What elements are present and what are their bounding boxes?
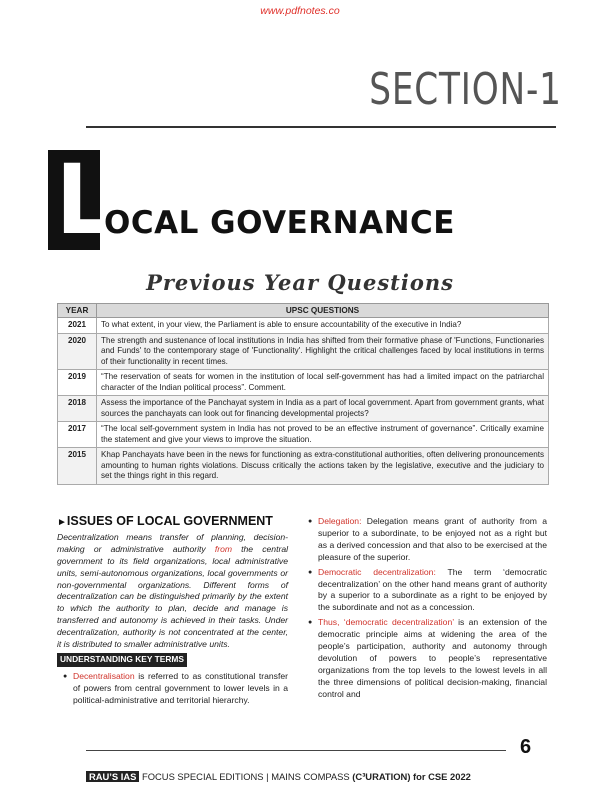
year-cell: 2018 xyxy=(58,396,97,422)
question-cell: “The local self-government system in India has not proved to be an effective instrument of governance”. Critically examine the statement and give your views to improve the situation. xyxy=(97,422,549,448)
table-row xyxy=(58,396,549,422)
site-watermark: www.pdfnotes.co xyxy=(260,5,340,17)
term-name: Democratic decentralization: xyxy=(318,566,436,577)
pyq-table xyxy=(57,303,549,485)
list-item xyxy=(65,671,288,707)
term-text: The term ‘democratic decentralization’ on the other hand means grant of authority by a superior to a subordinate as a right to be enjoyed by the subordinate and not as a concession. xyxy=(318,566,547,613)
pyq-title: Previous Year Questions xyxy=(146,270,454,295)
column-header-year: YEAR xyxy=(58,304,97,318)
drop-cap-letter: L xyxy=(56,144,112,256)
term-name: Delegation: xyxy=(318,516,362,526)
right-column xyxy=(302,516,547,704)
page-number: 6 xyxy=(520,736,532,758)
question-cell: “The reservation of seats for women in the institution of local self-government has had a limited impact on the patriarchal character of the Indian political process”. Comment. xyxy=(97,370,549,396)
year-cell: 2017 xyxy=(58,422,97,448)
section-title: SECTION-1 xyxy=(369,64,562,115)
intro-text-b: the central government to its field organizations, local administrative units, semi-autonomous organizations, local governments or non-governmental organizations. Different forms of decentralization can be distinguished primarily by the extent to which the authority to plan, decide and manage is transferred and autonomy is achieved in their tasks. Under decentralization, authority is not concentrated at the center, it is distributed to smaller administrative units. xyxy=(57,543,289,650)
list-item xyxy=(310,567,547,615)
footer xyxy=(86,771,471,782)
question-cell: The strength and sustenance of local institutions in India has shifted from their formative phase of 'Functions, Functionaries and Funds' to the contemporary stage of 'Functionality'. Highlight the critical challenges faced by local institutions in terms of their functionality in recent times. xyxy=(97,333,549,370)
left-column xyxy=(57,516,288,710)
key-terms-label: UNDERSTANDING KEY TERMS xyxy=(57,653,187,667)
intro-highlight: from xyxy=(214,543,233,554)
brand-badge: RAU’S IAS xyxy=(86,771,139,782)
definitions-list xyxy=(302,516,547,701)
question-cell: Assess the importance of the Panchayat system in India as a part of local government. Apart from government grants, what sources the panchayats can look out for financing developmental projects? xyxy=(97,396,549,422)
section-divider xyxy=(86,126,556,128)
arrow-icon: ► xyxy=(57,517,67,528)
question-cell: To what extent, in your view, the Parliament is able to ensure accountability of the executive in India? xyxy=(97,318,549,334)
year-cell: 2020 xyxy=(58,333,97,370)
year-cell: 2015 xyxy=(58,448,97,485)
table-row xyxy=(58,422,549,448)
footer-curation: (C³URATION) xyxy=(352,771,411,782)
year-cell: 2019 xyxy=(58,370,97,396)
issues-heading-text: ISSUES OF LOCAL GOVERNMENT xyxy=(66,514,273,528)
table-row xyxy=(58,333,549,370)
list-item xyxy=(310,617,547,700)
footer-text: FOCUS SPECIAL EDITIONS | MAINS COMPASS xyxy=(139,771,353,782)
key-terms-list xyxy=(57,671,288,707)
term-name: Decentralisation xyxy=(73,670,135,681)
decentralization-intro xyxy=(57,532,288,651)
term-name: Thus, ‘democratic decentralization’ xyxy=(318,617,454,628)
table-row xyxy=(58,370,549,396)
column-header-question: UPSC QUESTIONS xyxy=(97,304,549,318)
list-item xyxy=(310,516,547,564)
term-text: is referred to as constitutional transfer of powers from central government to lower levels in a political-administrative and territorial hierarchy. xyxy=(73,670,288,705)
footer-divider xyxy=(86,750,506,751)
question-cell: Khap Panchayats have been in the news for functioning as extra-constitutional authorities, often delivering pronouncements amounting to human rights violations. Discuss critically the actions taken by the legislative, executive and the judiciary to set the things right in this regard. xyxy=(97,448,549,485)
intro-text-a: Decentralization means transfer of planning, decision-making or administrative authority xyxy=(57,531,288,554)
table-row xyxy=(58,318,549,334)
footer-tail: for CSE 2022 xyxy=(410,771,471,782)
chapter-title: OCAL GOVERNANCE xyxy=(104,205,455,241)
issues-heading xyxy=(57,516,288,529)
year-cell: 2021 xyxy=(58,318,97,334)
table-row xyxy=(58,448,549,485)
term-text: is an extension of the democratic principle aims at widening the area of the people’s participation, authority and autonomy through devolution of powers to people’s representative organizations from the top levels to the lowest levels in all the three dimensions of political decision-making, financial control and xyxy=(318,617,547,699)
term-text: Delegation means grant of authority from a superior to a subordinate, to be enjoyed not as a right but as a derived concession and that also to be exercised at the pleasure of the superior. xyxy=(318,516,547,562)
